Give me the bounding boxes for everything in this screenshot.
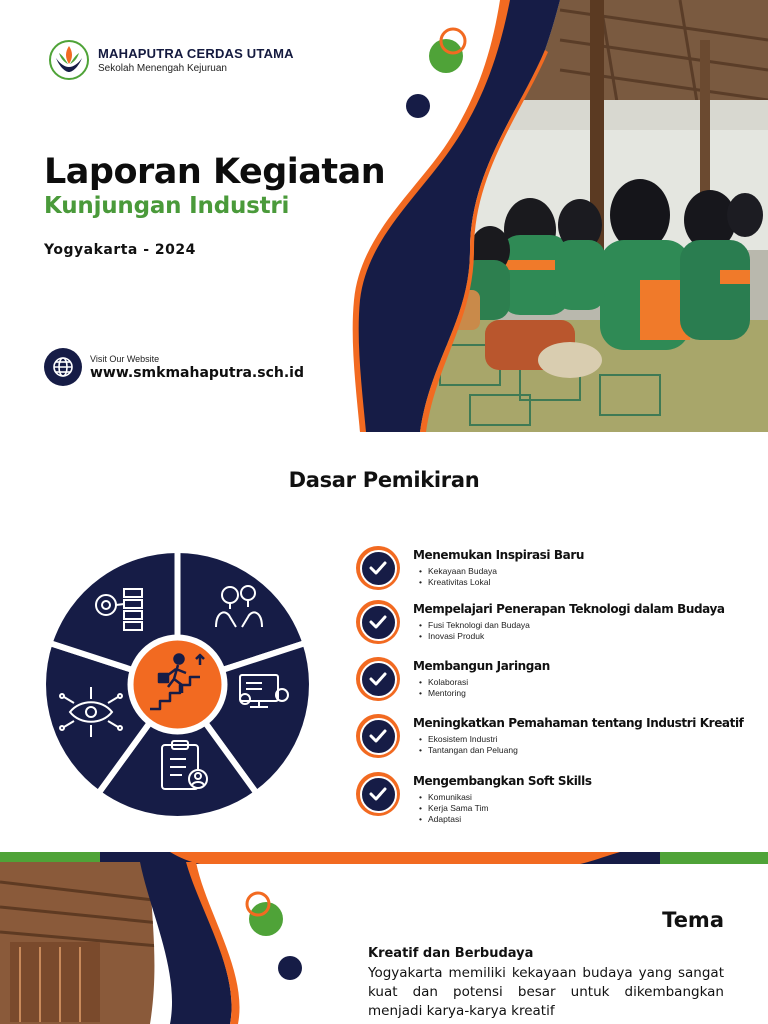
rationale-item bbox=[356, 772, 592, 825]
theme-description: Yogyakarta memiliki kekayaan budaya yang sangat kuat dan potensi besar untuk dikembangkan menjadi karya-karya kreatif bbox=[368, 965, 724, 1019]
rationale-point: • Kreativitas Lokal bbox=[419, 577, 584, 588]
report-subtitle: Kunjungan Industri bbox=[44, 193, 290, 219]
rationale-point: • Kolaborasi bbox=[419, 677, 550, 688]
rationale-point: • Inovasi Produk bbox=[419, 631, 725, 642]
school-type: Sekolah Menengah Kejuruan bbox=[98, 63, 227, 74]
check-icon bbox=[360, 604, 397, 641]
theme-title: Tema bbox=[662, 908, 724, 932]
rationale-point: • Mentoring bbox=[419, 688, 550, 699]
rationale-wheel bbox=[40, 547, 315, 822]
school-name: MAHAPUTRA CERDAS UTAMA bbox=[98, 46, 294, 61]
check-icon bbox=[360, 776, 397, 813]
section-title: Dasar Pemikiran bbox=[288, 468, 480, 492]
rationale-point: • Komunikasi bbox=[419, 792, 592, 803]
report-title: Laporan Kegiatan bbox=[44, 152, 386, 192]
rationale-item bbox=[356, 546, 584, 590]
hero-section bbox=[0, 0, 768, 432]
rationale-item-title: Membangun Jaringan bbox=[413, 659, 550, 673]
check-icon bbox=[360, 661, 397, 698]
rationale-point: • Kerja Sama Tim bbox=[419, 803, 592, 814]
check-icon bbox=[360, 550, 397, 587]
report-location-year: Yogyakarta - 2024 bbox=[44, 242, 196, 258]
globe-icon bbox=[44, 348, 82, 386]
rationale-item-title: Mempelajari Penerapan Teknologi dalam Budaya bbox=[413, 602, 725, 616]
rationale-point: • Ekosistem Industri bbox=[419, 734, 744, 745]
school-emblem-icon bbox=[44, 38, 94, 82]
website-link[interactable] bbox=[44, 348, 304, 386]
rationale-point: • Kekayaan Budaya bbox=[419, 566, 584, 577]
rationale-item-title: Menemukan Inspirasi Baru bbox=[413, 548, 585, 562]
check-icon bbox=[360, 718, 397, 755]
rationale-section bbox=[0, 432, 768, 852]
visit-label: Visit Our Website bbox=[90, 353, 160, 364]
rationale-point: • Fusi Teknologi dan Budaya bbox=[419, 620, 725, 631]
theme-heading: Kreatif dan Berbudaya bbox=[368, 946, 534, 961]
rationale-point: • Adaptasi bbox=[419, 814, 592, 825]
rationale-item bbox=[356, 657, 550, 701]
rationale-item-title: Mengembangkan Soft Skills bbox=[413, 774, 592, 788]
school-logo bbox=[44, 38, 294, 82]
website-url[interactable]: www.smkmahaputra.sch.id bbox=[90, 364, 304, 381]
rationale-point: • Tantangan dan Peluang bbox=[419, 745, 744, 756]
theme-section bbox=[0, 852, 768, 1024]
rationale-item bbox=[356, 600, 725, 644]
rationale-item bbox=[356, 714, 744, 758]
rationale-item-title: Meningkatkan Pemahaman tentang Industri Kreatif bbox=[413, 716, 744, 730]
